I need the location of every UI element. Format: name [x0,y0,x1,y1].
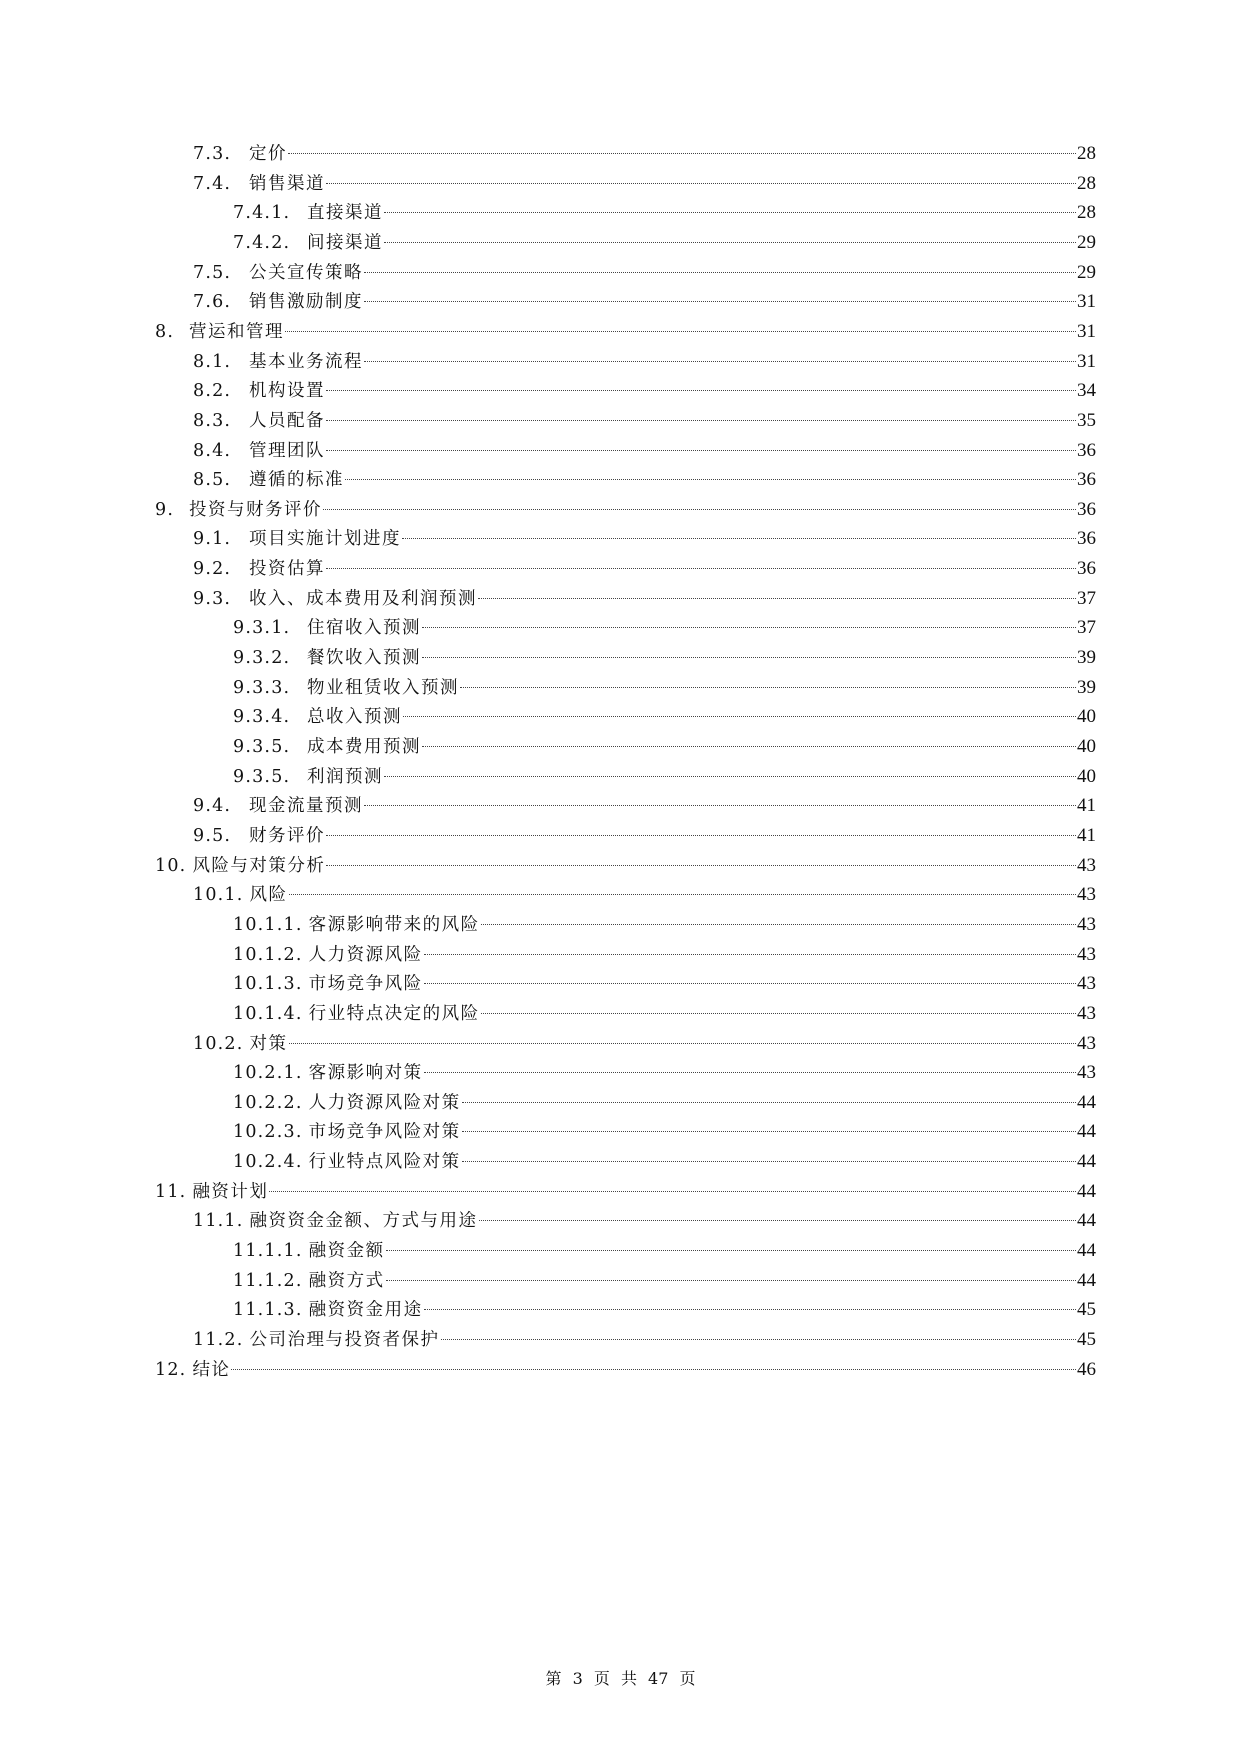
toc-entry-title: 对策 [249,1033,288,1054]
dot-leader [422,746,1076,747]
toc-entry[interactable] [233,971,1096,997]
toc-entry[interactable] [233,912,1096,938]
toc-entry-number: 9.3.4. [233,707,291,728]
dot-leader [422,657,1076,658]
toc-entry-page-number: 43 [1077,1062,1096,1084]
toc-entry[interactable] [193,1327,1096,1353]
toc-entry-page-number: 35 [1077,409,1096,431]
toc-entry[interactable] [233,230,1096,256]
toc-entry-page-number: 43 [1077,884,1096,906]
toc-entry[interactable] [193,438,1096,464]
toc-entry-number: 8.5. [193,470,232,491]
toc-entry-title: 间接渠道 [307,232,383,253]
toc-entry[interactable] [233,1001,1096,1027]
toc-entry[interactable] [233,200,1096,226]
toc-entry-number: 9.3. [193,588,232,609]
dot-leader [231,1369,1076,1370]
page-footer: 第 3 页 共 47 页 [545,1669,696,1688]
dot-leader [462,1131,1076,1132]
toc-entry[interactable] [233,764,1096,790]
toc-entry-title: 收入、成本费用及利润预测 [249,588,477,609]
toc-entry[interactable] [193,171,1096,197]
toc-entry-number: 10.1.3. [233,974,303,995]
dot-leader [424,1072,1076,1073]
toc-entry-title: 风险与对策分析 [192,855,326,876]
dot-leader [424,983,1076,984]
toc-entry-number: 11.1.1. [233,1241,303,1262]
toc-entry-page-number: 29 [1077,231,1096,253]
toc-entry-number: 10.1.2. [233,944,303,965]
toc-entry-page-number: 46 [1077,1358,1096,1380]
toc-entry-page-number: 28 [1077,202,1096,224]
toc-entry-number: 8.1. [193,351,232,372]
toc-entry-title: 利润预测 [307,766,383,787]
dot-leader [481,1013,1076,1014]
toc-entry-number: 7.4.1. [233,203,291,224]
toc-entry-number: 8.3. [193,410,232,431]
toc-entry-page-number: 40 [1077,765,1096,787]
toc-entry[interactable] [233,1238,1096,1264]
toc-entry-number: 10.2. [193,1033,244,1054]
toc-entry-number: 11.1. [193,1211,244,1232]
toc-entry-page-number: 29 [1077,261,1096,283]
toc-entry-title: 总收入预测 [307,707,402,728]
toc-entry-title: 客源影响对策 [308,1063,423,1084]
toc-entry-title: 直接渠道 [307,203,383,224]
toc-entry-title: 人力资源风险 [308,944,423,965]
dot-leader [460,687,1076,688]
toc-entry-title: 行业特点风险对策 [308,1152,461,1173]
toc-entry[interactable] [233,942,1096,968]
toc-entry[interactable] [193,1031,1096,1057]
toc-entry-title: 餐饮收入预测 [307,648,421,669]
toc-entry[interactable] [155,319,1096,345]
toc-entry-number: 9.3.5. [233,766,291,787]
dot-leader [269,1191,1076,1192]
toc-entry-number: 10.2.4. [233,1152,303,1173]
toc-entry-number: 9.4. [193,796,232,817]
toc-entry[interactable] [193,793,1096,819]
toc-entry-title: 客源影响带来的风险 [308,914,480,935]
toc-entry-number: 9. [155,499,175,520]
toc-entry-number: 9.1. [193,529,232,550]
dot-leader [384,242,1076,243]
toc-entry-title: 投资与财务评价 [189,499,322,520]
toc-entry[interactable] [193,349,1096,375]
toc-entry-number: 10. [155,855,187,876]
dot-leader [462,1161,1076,1162]
toc-entry[interactable] [233,675,1096,701]
toc-entry[interactable] [233,1119,1096,1145]
toc-entry-title: 市场竞争风险 [308,974,423,995]
toc-entry[interactable] [233,1090,1096,1116]
toc-entry-page-number: 31 [1077,291,1096,313]
toc-entry-number: 7.3. [193,144,232,164]
toc-entry-page-number: 44 [1077,1269,1096,1291]
dot-leader [326,183,1076,184]
toc-entry[interactable] [233,1297,1096,1323]
toc-entry-number: 9.3.2. [233,648,291,669]
dot-leader [422,627,1076,628]
toc-entry-title: 融资金额 [308,1241,385,1262]
toc-entry-page-number: 44 [1077,1151,1096,1173]
toc-entry[interactable] [233,615,1096,641]
dot-leader [386,1250,1076,1251]
toc-entry-number: 9.3.1. [233,618,291,639]
toc-entry-page-number: 36 [1077,528,1096,550]
dot-leader [288,153,1076,154]
toc-entry-title: 投资估算 [249,559,325,580]
toc-entry-page-number: 39 [1077,676,1096,698]
dot-leader [326,450,1076,451]
toc-entry-number: 8.4. [193,440,232,461]
toc-entry-page-number: 44 [1077,1180,1096,1202]
toc-entry[interactable] [155,497,1096,523]
toc-entry[interactable] [193,823,1096,849]
toc-entry-title: 市场竞争风险对策 [308,1122,461,1143]
dot-leader [326,835,1076,836]
toc-entry[interactable] [193,586,1096,612]
toc-entry-page-number: 44 [1077,1091,1096,1113]
toc-entry-number: 7.5. [193,262,232,283]
toc-entry[interactable] [193,882,1096,908]
toc-entry-page-number: 43 [1077,1032,1096,1054]
toc-entry-title: 住宿收入预测 [307,618,421,639]
dot-leader [364,301,1076,302]
toc-entry-title: 定价 [249,144,287,164]
toc-entry-number: 9.5. [193,825,232,846]
toc-entry-page-number: 43 [1077,973,1096,995]
toc-entry[interactable] [193,141,1096,167]
toc-entry-number: 11. [155,1181,187,1202]
toc-entry[interactable] [193,260,1096,286]
toc-entry-number: 8.2. [193,381,232,402]
toc-entry-number: 10.1.1. [233,914,303,935]
toc-entry-number: 10.1. [193,885,244,906]
toc-entry-page-number: 43 [1077,854,1096,876]
toc-entry-title: 基本业务流程 [249,351,363,372]
toc-entry-page-number: 39 [1077,647,1096,669]
toc-entry[interactable] [193,378,1096,404]
toc-entry-title: 销售激励制度 [249,292,363,313]
toc-entry-number: 10.2.1. [233,1063,303,1084]
toc-entry-title: 融资计划 [192,1181,269,1202]
toc-entry-page-number: 36 [1077,558,1096,580]
toc-entry-title: 销售渠道 [249,173,325,194]
dot-leader [364,272,1076,273]
dot-leader [326,568,1076,569]
dot-leader [285,331,1076,332]
toc-entry-page-number: 31 [1077,350,1096,372]
dot-leader [364,361,1076,362]
toc-entry-number: 10.2.3. [233,1122,303,1143]
toc-entry[interactable] [233,645,1096,671]
toc-entry-page-number: 36 [1077,498,1096,520]
dot-leader [345,479,1076,480]
toc-entry-title: 人员配备 [249,410,325,431]
toc-entry-number: 11.1.3. [233,1300,303,1321]
toc-entry-page-number: 28 [1077,172,1096,194]
toc-entry[interactable] [193,408,1096,434]
toc-entry-number: 10.2.2. [233,1092,303,1113]
toc-entry[interactable] [193,289,1096,315]
toc-entry-number: 8. [155,321,175,342]
toc-entry-title: 融资资金用途 [308,1300,423,1321]
toc-entry-title: 财务评价 [249,825,325,846]
dot-leader [384,776,1076,777]
toc-entry[interactable] [233,1149,1096,1175]
toc-entry-page-number: 43 [1077,943,1096,965]
toc-entry-number: 7.4.2. [233,232,291,253]
toc-entry-page-number: 44 [1077,1210,1096,1232]
toc-entry-number: 10.1.4. [233,1003,303,1024]
toc-entry-page-number: 40 [1077,706,1096,728]
toc-entry-title: 物业租赁收入预测 [307,677,459,698]
toc-entry-page-number: 37 [1077,617,1096,639]
toc-entry-page-number: 43 [1077,1002,1096,1024]
toc-entry-title: 成本费用预测 [307,737,421,757]
toc-entry-title: 公关宣传策略 [249,262,363,283]
toc-entry-page-number: 45 [1077,1299,1096,1321]
toc-entry-number: 9.3.3. [233,677,291,698]
dot-leader [441,1339,1076,1340]
dot-leader [326,390,1076,391]
toc-entry-title: 公司治理与投资者保护 [249,1330,440,1350]
toc-entry-title: 机构设置 [249,381,325,402]
toc-entry-title: 人力资源风险对策 [308,1092,461,1113]
toc-entry-number: 9.2. [193,559,232,580]
toc-entry[interactable] [155,1179,1096,1205]
toc-entry-page-number: 45 [1077,1329,1096,1350]
dot-leader [403,716,1076,717]
toc-entry-page-number: 31 [1077,320,1096,342]
toc-entry[interactable] [233,1268,1096,1294]
toc-entry[interactable] [193,1208,1096,1234]
toc-entry-number: 7.6. [193,292,232,313]
dot-leader [289,1043,1076,1044]
toc-entry-title: 遵循的标准 [249,470,344,491]
toc-entry[interactable] [193,467,1096,493]
toc-entry-page-number: 28 [1077,143,1096,164]
dot-leader [479,1220,1076,1221]
toc-entry-number: 11.1.2. [233,1270,303,1291]
toc-entry-page-number: 40 [1077,736,1096,757]
toc-entry-number: 12. [155,1359,187,1380]
toc-entry-number: 9.3.5. [233,737,291,757]
toc-entry-page-number: 44 [1077,1121,1096,1143]
dot-leader [402,538,1076,539]
dot-leader [384,212,1076,213]
toc-entry-title: 营运和管理 [189,321,284,342]
toc-entry-title: 行业特点决定的风险 [308,1003,480,1024]
dot-leader [326,865,1076,866]
toc-entry-page-number: 41 [1077,795,1096,817]
toc-entry[interactable] [193,556,1096,582]
toc-entry-page-number: 36 [1077,439,1096,461]
toc-entry-page-number: 43 [1077,913,1096,935]
dot-leader [424,1309,1076,1310]
toc-entry[interactable] [155,1357,1096,1383]
dot-leader [326,420,1076,421]
toc-entry-number: 11.2. [193,1330,244,1350]
toc-entry-page-number: 41 [1077,824,1096,846]
toc-entry[interactable] [155,853,1096,879]
dot-leader [386,1280,1076,1281]
toc-entry-page-number: 34 [1077,380,1096,402]
toc-entry-page-number: 36 [1077,469,1096,491]
dot-leader [323,509,1076,510]
dot-leader [478,598,1076,599]
dot-leader [462,1102,1076,1103]
dot-leader [424,954,1076,955]
dot-leader [481,924,1076,925]
toc-entry-title: 结论 [192,1359,231,1380]
toc-entry-page-number: 44 [1077,1240,1096,1262]
toc-entry-page-number: 37 [1077,587,1096,609]
toc-entry-title: 管理团队 [249,440,325,461]
toc-entry-title: 融资方式 [308,1270,385,1291]
toc-entry-number: 7.4. [193,173,232,194]
toc-entry[interactable] [233,734,1096,760]
toc-entry[interactable] [233,704,1096,730]
toc-entry[interactable] [233,1060,1096,1086]
toc-entry-title: 项目实施计划进度 [249,529,401,550]
toc-entry-title: 风险 [249,885,288,906]
dot-leader [364,805,1076,806]
toc-entry-title: 现金流量预测 [249,796,363,817]
toc-entry[interactable] [193,526,1096,552]
toc-entry-title: 融资资金金额、方式与用途 [249,1211,478,1232]
dot-leader [289,894,1076,895]
